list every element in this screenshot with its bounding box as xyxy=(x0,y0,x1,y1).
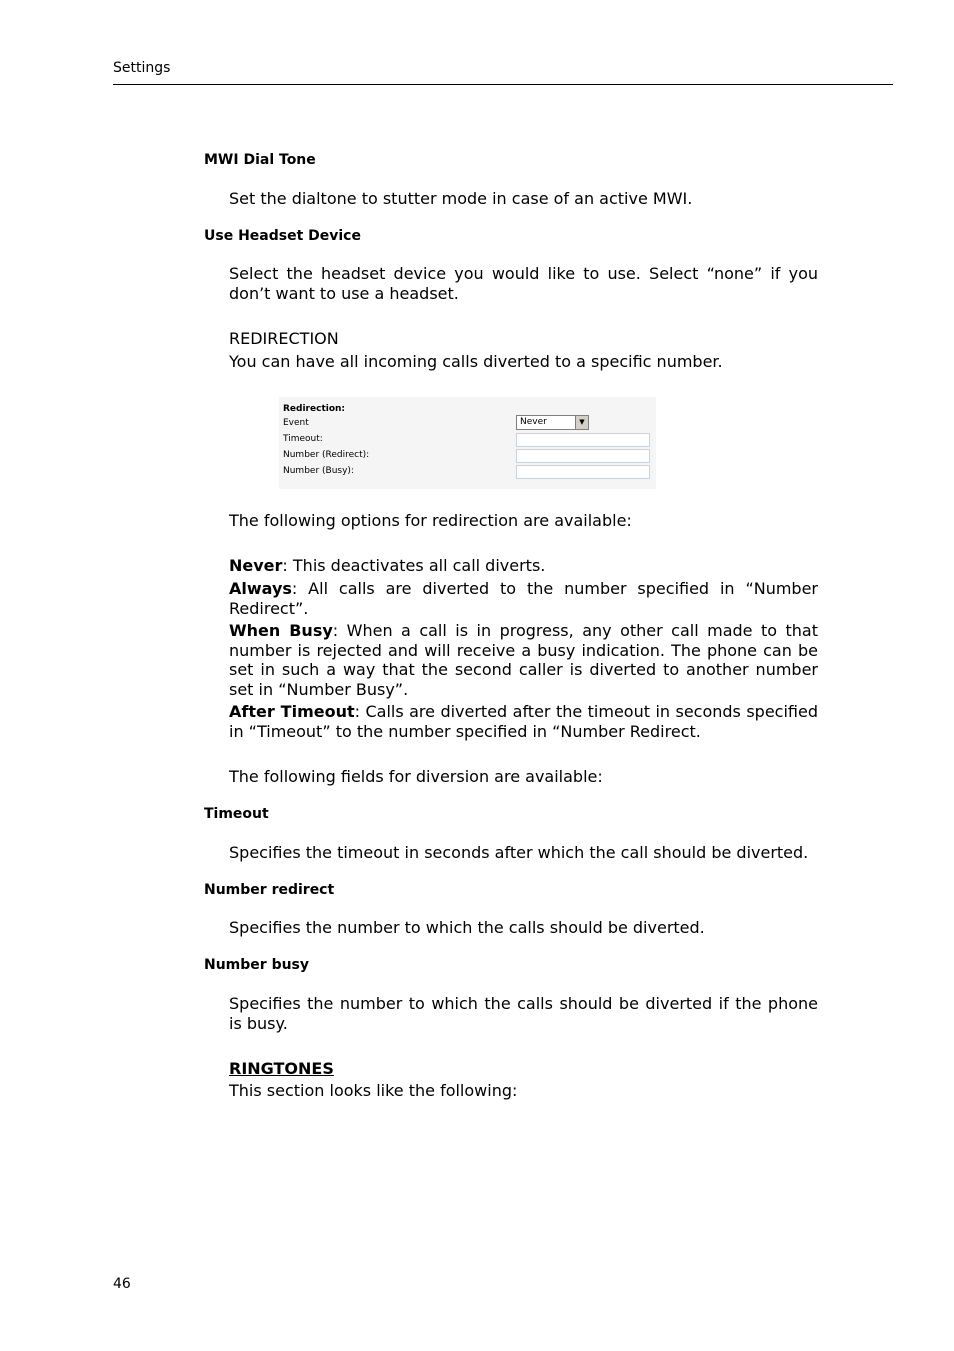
heading-use-headset-device: Use Headset Device xyxy=(204,228,361,244)
redirection-form-screenshot xyxy=(279,397,656,489)
heading-number-redirect: Number redirect xyxy=(204,882,335,898)
option-never xyxy=(229,556,818,576)
heading-mwi-dial-tone: MWI Dial Tone xyxy=(204,152,316,168)
timeout-label: Timeout: xyxy=(283,434,323,444)
number-redirect-description: Specifies the number to which the calls should be diverted. xyxy=(229,918,705,937)
heading-number-busy: Number busy xyxy=(204,957,310,973)
option-desc: : When a call is in progress, any other call made to that number is rejected and will receive a busy indication. The phone can be set in such a way that the second caller is diverted to another number set in “Number Busy”. xyxy=(229,621,819,699)
option-term: Always xyxy=(229,579,292,598)
option-term: After Timeout xyxy=(229,702,355,721)
number-redirect-label: Number (Redirect): xyxy=(283,450,370,460)
mwi-description: Set the dialtone to stutter mode in case of an active MWI. xyxy=(229,189,693,208)
running-head: Settings xyxy=(113,60,171,76)
option-always xyxy=(229,579,818,618)
timeout-input[interactable] xyxy=(516,433,650,447)
headset-description: Select the headset device you would like to use. Select “none” if you don’t want to use a headset. xyxy=(229,264,818,303)
option-after-timeout xyxy=(229,702,818,741)
option-when-busy xyxy=(229,621,818,699)
chevron-down-icon[interactable]: ▼ xyxy=(575,416,588,429)
page-number: 46 xyxy=(113,1276,131,1292)
option-desc: : All calls are diverted to the number specified in “Number Redirect”. xyxy=(229,579,818,618)
header-rule xyxy=(113,84,893,85)
ringtones-title: RINGTONES xyxy=(229,1059,334,1078)
option-term: When Busy xyxy=(229,621,333,640)
option-desc: : Calls are diverted after the timeout in seconds specified in “Timeout” to the number specified in “Number Redirect. xyxy=(229,702,818,741)
form-title: Redirection: xyxy=(283,404,346,414)
number-busy-input[interactable] xyxy=(516,465,650,479)
option-desc: : This deactivates all call diverts. xyxy=(282,556,546,575)
number-busy-label: Number (Busy): xyxy=(283,466,354,476)
fields-intro: The following fields for diversion are available: xyxy=(229,767,603,786)
option-term: Never xyxy=(229,556,283,575)
event-select-value: Never xyxy=(520,417,547,427)
number-redirect-input[interactable] xyxy=(516,449,650,463)
heading-timeout: Timeout xyxy=(204,806,269,822)
ringtones-intro: This section looks like the following: xyxy=(229,1081,518,1100)
event-select[interactable] xyxy=(516,415,589,430)
redirection-title: REDIRECTION xyxy=(229,329,339,348)
redirection-intro: You can have all incoming calls diverted to a specific number. xyxy=(229,352,723,371)
options-intro: The following options for redirection are available: xyxy=(229,511,632,530)
number-busy-description: Specifies the number to which the calls should be diverted if the phone is busy. xyxy=(229,994,818,1033)
timeout-description: Specifies the timeout in seconds after which the call should be diverted. xyxy=(229,843,809,862)
event-label: Event xyxy=(283,418,309,428)
